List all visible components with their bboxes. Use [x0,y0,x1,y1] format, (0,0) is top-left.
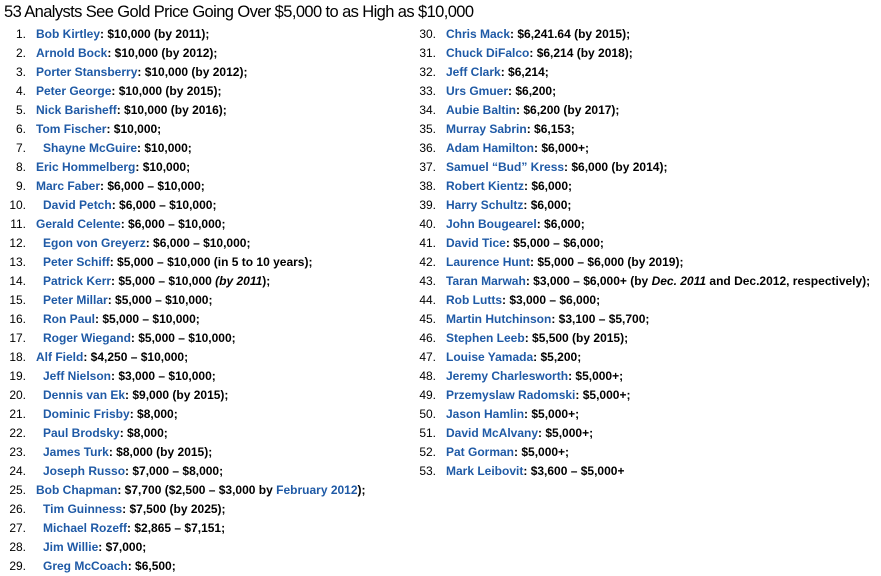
analyst-name-link[interactable]: Bob Chapman [36,483,118,497]
item-body [446,25,630,44]
analyst-name-link[interactable]: Jeff Clark [446,65,501,79]
analyst-name-link[interactable]: Dennis van Ek [43,388,126,402]
forecast-value: : $3,000 – $10,000; [111,369,216,383]
analyst-name-link[interactable]: Peter Millar [43,293,108,307]
list-item [0,82,410,101]
item-number: 19. [9,369,26,383]
forecast-value: : $5,000 – $6,000; [505,236,604,250]
item-number: 29. [9,559,26,573]
list-item [0,310,410,329]
analyst-name-link[interactable]: Jason Hamlin [446,407,525,421]
item-body [446,424,593,443]
item-body [43,272,270,291]
item-body [446,310,649,329]
list-item [0,158,410,177]
list-item [0,196,410,215]
list-item [0,462,410,481]
item-number: 31. [419,46,436,60]
analyst-name-link[interactable]: Patrick Kerr [43,274,112,288]
forecast-value: : $3,100 – $5,700; [551,312,650,326]
list-item [0,386,410,405]
list-item [410,253,881,272]
list-item [0,557,410,576]
analyst-name-link[interactable]: Murray Sabrin [446,122,527,136]
item-number: 10. [9,198,26,212]
item-body [446,348,581,367]
analyst-name-link[interactable]: Peter George [36,84,112,98]
forecast-value: : $10,000 (by 2016); [116,103,227,117]
forecast-value: : $10,000 (by 2011); [100,27,210,41]
analyst-name-link[interactable]: Paul Brodsky [43,426,120,440]
list-item [0,25,410,44]
item-number: 1. [15,27,26,41]
list-item [410,348,881,367]
forecast-value: : $5,000 – $10,000 [111,274,216,288]
analyst-name-link[interactable]: Bob Kirtley [36,27,101,41]
list-item [0,44,410,63]
item-number: 37. [419,160,436,174]
item-number: 11. [10,217,26,231]
item-body [36,481,366,500]
item-body [43,367,216,386]
item-body [43,196,216,215]
item-number: 17. [9,331,26,345]
item-body [36,215,225,234]
item-number: 23. [9,445,26,459]
list-item [0,291,410,310]
item-body [446,177,572,196]
analyst-list-right [410,25,881,481]
list-item [410,215,881,234]
analyst-name-link[interactable]: Samuel “Bud” Kress [446,160,565,174]
list-item [0,348,410,367]
list-item [410,101,881,120]
item-body [446,158,667,177]
forecast-value: : $7,500 (by 2025); [122,502,226,516]
list-item [410,196,881,215]
list-item [0,139,410,158]
list-item [0,120,410,139]
list-item [0,367,410,386]
forecast-value: : $5,000 – $6,000 (by 2019); [530,255,684,269]
forecast-value: : $10,000 (by 2012); [107,46,218,60]
forecast-value: : $9,000 (by 2015); [125,388,229,402]
item-body [36,158,190,177]
item-body [446,386,630,405]
list-item [410,82,881,101]
forecast-value: : $8,000; [119,426,168,440]
item-number: 52. [419,445,436,459]
item-body [43,234,250,253]
item-body [36,120,161,139]
item-number: 49. [419,388,436,402]
forecast-value: : $6,214; [500,65,549,79]
analyst-name-link[interactable]: Jeremy Charlesworth [446,369,569,383]
item-body [43,329,236,348]
forecast-value-tail: ); [262,274,271,288]
item-number: 14. [9,274,26,288]
item-body [36,82,221,101]
forecast-value: : $6,241.64 (by 2015); [510,27,631,41]
item-number: 42. [419,255,436,269]
analyst-name-link[interactable]: Harry Schultz [446,198,524,212]
analyst-name-link[interactable]: Louise Yamada [446,350,534,364]
analyst-name-link[interactable]: Ron Paul [43,312,96,326]
item-body [446,101,619,120]
list-item [0,329,410,348]
analyst-name-link[interactable]: David Petch [43,198,112,212]
analyst-name-link[interactable]: Pat Gorman [446,445,515,459]
list-item [0,253,410,272]
item-number: 16. [9,312,26,326]
forecast-value: : $10,000; [135,160,191,174]
list-item [410,234,881,253]
analyst-name-link[interactable]: Eric Hommelberg [36,160,136,174]
list-item [410,424,881,443]
forecast-value: : $6,000 – $10,000; [145,236,251,250]
item-body [446,234,604,253]
item-body [43,310,200,329]
forecast-value: : $5,000+; [568,369,624,383]
item-number: 24. [9,464,26,478]
forecast-value: : $10,000; [137,141,192,155]
analyst-name-link[interactable]: James Turk [43,445,109,459]
item-body [43,405,178,424]
list-item [410,443,881,462]
analyst-name-link[interactable]: Shayne McGuire [43,141,138,155]
item-body [36,63,247,82]
analyst-name-link[interactable]: Dominic Frisby [43,407,130,421]
forecast-value: : $3,000 – $6,000+ (by [525,274,652,288]
item-body [43,291,212,310]
item-body [36,44,217,63]
forecast-value: : $5,000+; [575,388,631,402]
analyst-name-link[interactable]: Przemyslaw Radomski [446,388,576,402]
analyst-name-link[interactable]: Greg McCoach [43,559,128,573]
analyst-list-left [0,25,410,576]
forecast-value: : $6,153; [526,122,575,136]
list-item [0,405,410,424]
forecast-value: : $5,500 (by 2015); [524,331,629,345]
item-body [446,405,579,424]
forecast-value-tail: ); [357,483,366,497]
forecast-value: : $5,000 – $10,000; [95,312,200,326]
item-number: 35. [419,122,436,136]
item-number: 33. [419,84,436,98]
item-number: 26. [9,502,26,516]
analyst-name-link[interactable]: Urs Gmuer [446,84,509,98]
analyst-name-link[interactable]: Taran Marwah [446,274,526,288]
forecast-value: : $6,000; [536,217,585,231]
list-item [0,481,410,500]
forecast-value: : $6,000; [524,179,573,193]
forecast-value: : $5,000 – $10,000 (in 5 to 10 years); [109,255,313,269]
item-number: 18. [9,350,26,364]
forecast-value: : $5,000 – $10,000; [107,293,213,307]
item-number: 27. [9,521,26,535]
item-number: 43. [419,274,436,288]
analyst-name-link[interactable]: Jim Willie [43,540,99,554]
list-item [0,519,410,538]
item-number: 50. [419,407,436,421]
analyst-name-link[interactable]: Tom Fischer [36,122,107,136]
forecast-value: : $6,000; [523,198,572,212]
list-item [0,272,410,291]
item-number: 47. [419,350,436,364]
item-number: 21. [9,407,26,421]
item-body [36,177,205,196]
item-body [446,329,628,348]
list-item [0,215,410,234]
analyst-name-link[interactable]: Rob Lutts [446,293,502,307]
forecast-value: : $6,000 (by 2014); [564,160,668,174]
list-item [410,158,881,177]
forecast-value: : $6,200 (by 2017); [516,103,620,117]
list-item [0,443,410,462]
item-body [446,272,870,291]
item-body [36,348,188,367]
analyst-name-link[interactable]: Gerald Celente [36,217,121,231]
item-number: 44. [419,293,436,307]
item-number: 38. [419,179,436,193]
forecast-value: : $3,000 – $6,000; [502,293,601,307]
analyst-name-link[interactable]: Nick Barisheff [36,103,117,117]
list-item [0,500,410,519]
item-body [43,519,225,538]
item-body [446,82,556,101]
item-body [446,120,575,139]
list-item [410,272,881,291]
analyst-name-link[interactable]: Peter Schiff [43,255,110,269]
item-number: 46. [419,331,436,345]
item-number: 41. [419,236,436,250]
item-body [43,443,212,462]
item-number: 28. [9,540,26,554]
analyst-name-link[interactable]: Alf Field [36,350,84,364]
forecast-value: : $6,214 (by 2018); [529,46,633,60]
item-number: 30. [419,27,436,41]
list-item [410,120,881,139]
item-body [446,44,633,63]
analyst-name-link[interactable]: John Bougearel [446,217,537,231]
list-item [410,386,881,405]
analyst-name-link[interactable]: Michael Rozeff [43,521,128,535]
item-number: 5. [15,103,26,117]
item-body [446,139,589,158]
forecast-value: : $5,000 – $10,000; [130,331,236,345]
forecast-value: : $6,200; [508,84,557,98]
item-body [446,215,585,234]
analyst-name-link[interactable]: Stephen Leeb [446,331,525,345]
forecast-value: : $6,000 – $10,000; [100,179,205,193]
list-item [410,462,881,481]
item-number: 32. [419,65,436,79]
item-number: 8. [15,160,26,174]
item-number: 53. [419,464,436,478]
item-body [43,386,228,405]
item-body [446,196,571,215]
list-item [410,63,881,82]
item-number: 9. [15,179,26,193]
forecast-value: : $6,000 – $10,000; [111,198,217,212]
list-item [410,177,881,196]
forecast-value: : $6,000 – $10,000; [120,217,226,231]
analyst-name-link[interactable]: Jeff Nielson [43,369,112,383]
item-body [43,538,146,557]
forecast-value: : $10,000 (by 2012); [137,65,248,79]
item-body [446,462,624,481]
forecast-value: : $5,200; [533,350,582,364]
item-number: 22. [9,426,26,440]
analyst-name-link[interactable]: Laurence Hunt [446,255,531,269]
list-item [410,329,881,348]
item-body [43,500,226,519]
list-item [0,234,410,253]
item-body [36,101,227,120]
item-body [446,443,569,462]
forecast-value: : $5,000+; [514,445,570,459]
list-item [410,310,881,329]
item-number: 6. [15,122,26,136]
item-number: 3. [15,65,26,79]
date-link[interactable]: February 2012 [276,483,358,497]
item-number: 36. [419,141,436,155]
analyst-name-link[interactable]: Adam Hamilton [446,141,535,155]
forecast-value: : $7,000 – $8,000; [125,464,224,478]
forecast-value: : $4,250 – $10,000; [83,350,189,364]
list-item [0,63,410,82]
item-number: 25. [9,483,26,497]
item-number: 15. [9,293,26,307]
forecast-value: : $8,000; [129,407,178,421]
list-item [410,291,881,310]
item-number: 51. [419,426,436,440]
item-number: 13. [9,255,26,269]
item-body [43,424,168,443]
page-title: 53 Analysts See Gold Price Going Over $5,000 to as High as $10,000 [4,3,474,21]
item-body [446,367,623,386]
item-number: 39. [419,198,436,212]
item-body [43,462,223,481]
forecast-value: : $5,000+; [524,407,580,421]
analyst-name-link[interactable]: Chris Mack [446,27,511,41]
item-number: 20. [9,388,26,402]
forecast-value: : $3,600 – $5,000+ [523,464,625,478]
item-body [446,253,683,272]
item-body [43,253,312,272]
list-item [410,44,881,63]
item-body [446,63,549,82]
forecast-value: : $5,000+; [538,426,594,440]
list-item [0,177,410,196]
list-item [0,538,410,557]
list-item [0,101,410,120]
analyst-name-link[interactable]: Egon von Greyerz [43,236,146,250]
analyst-name-link[interactable]: Porter Stansberry [36,65,138,79]
analyst-name-link[interactable]: Tim Guinness [43,502,123,516]
forecast-value: : $7,700 ($2,500 – $3,000 by [117,483,277,497]
list-item [0,424,410,443]
forecast-value: : $6,000+; [534,141,590,155]
item-number: 48. [419,369,436,383]
forecast-value: : $10,000; [106,122,162,136]
item-body [43,557,176,576]
item-number: 2. [15,46,26,60]
forecast-value-tail: and Dec.2012, respectively); [706,274,871,288]
forecast-date-italic: Dec. 2011 [651,274,707,288]
analyst-name-link[interactable]: Joseph Russo [43,464,126,478]
analyst-name-link[interactable]: David Tice [446,236,506,250]
forecast-value: : $7,000; [98,540,147,554]
forecast-value: : $8,000 (by 2015); [108,445,213,459]
forecast-value: : $6,500; [127,559,176,573]
forecast-date-italic: (by 2011 [215,274,263,288]
item-number: 7. [15,141,26,155]
forecast-value: : $10,000 (by 2015); [111,84,222,98]
item-body [36,25,209,44]
analyst-name-link[interactable]: Arnold Bock [36,46,108,60]
item-number: 34. [419,103,436,117]
analyst-name-link[interactable]: Marc Faber [36,179,101,193]
item-number: 45. [419,312,436,326]
analyst-name-link[interactable]: Chuck DiFalco [446,46,530,60]
analyst-name-link[interactable]: Roger Wiegand [43,331,131,345]
item-number: 4. [15,84,26,98]
list-item [410,139,881,158]
analyst-name-link[interactable]: Aubie Baltin [446,103,517,117]
list-item [410,405,881,424]
forecast-value: : $2,865 – $7,151; [127,521,226,535]
analyst-name-link[interactable]: David McAlvany [446,426,539,440]
list-item [410,367,881,386]
item-body [446,291,600,310]
analyst-name-link[interactable]: Mark Leibovit [446,464,524,478]
item-number: 40. [419,217,436,231]
item-number: 12. [9,236,26,250]
list-item [410,25,881,44]
analyst-name-link[interactable]: Robert Kientz [446,179,524,193]
item-body [43,139,192,158]
analyst-name-link[interactable]: Martin Hutchinson [446,312,552,326]
